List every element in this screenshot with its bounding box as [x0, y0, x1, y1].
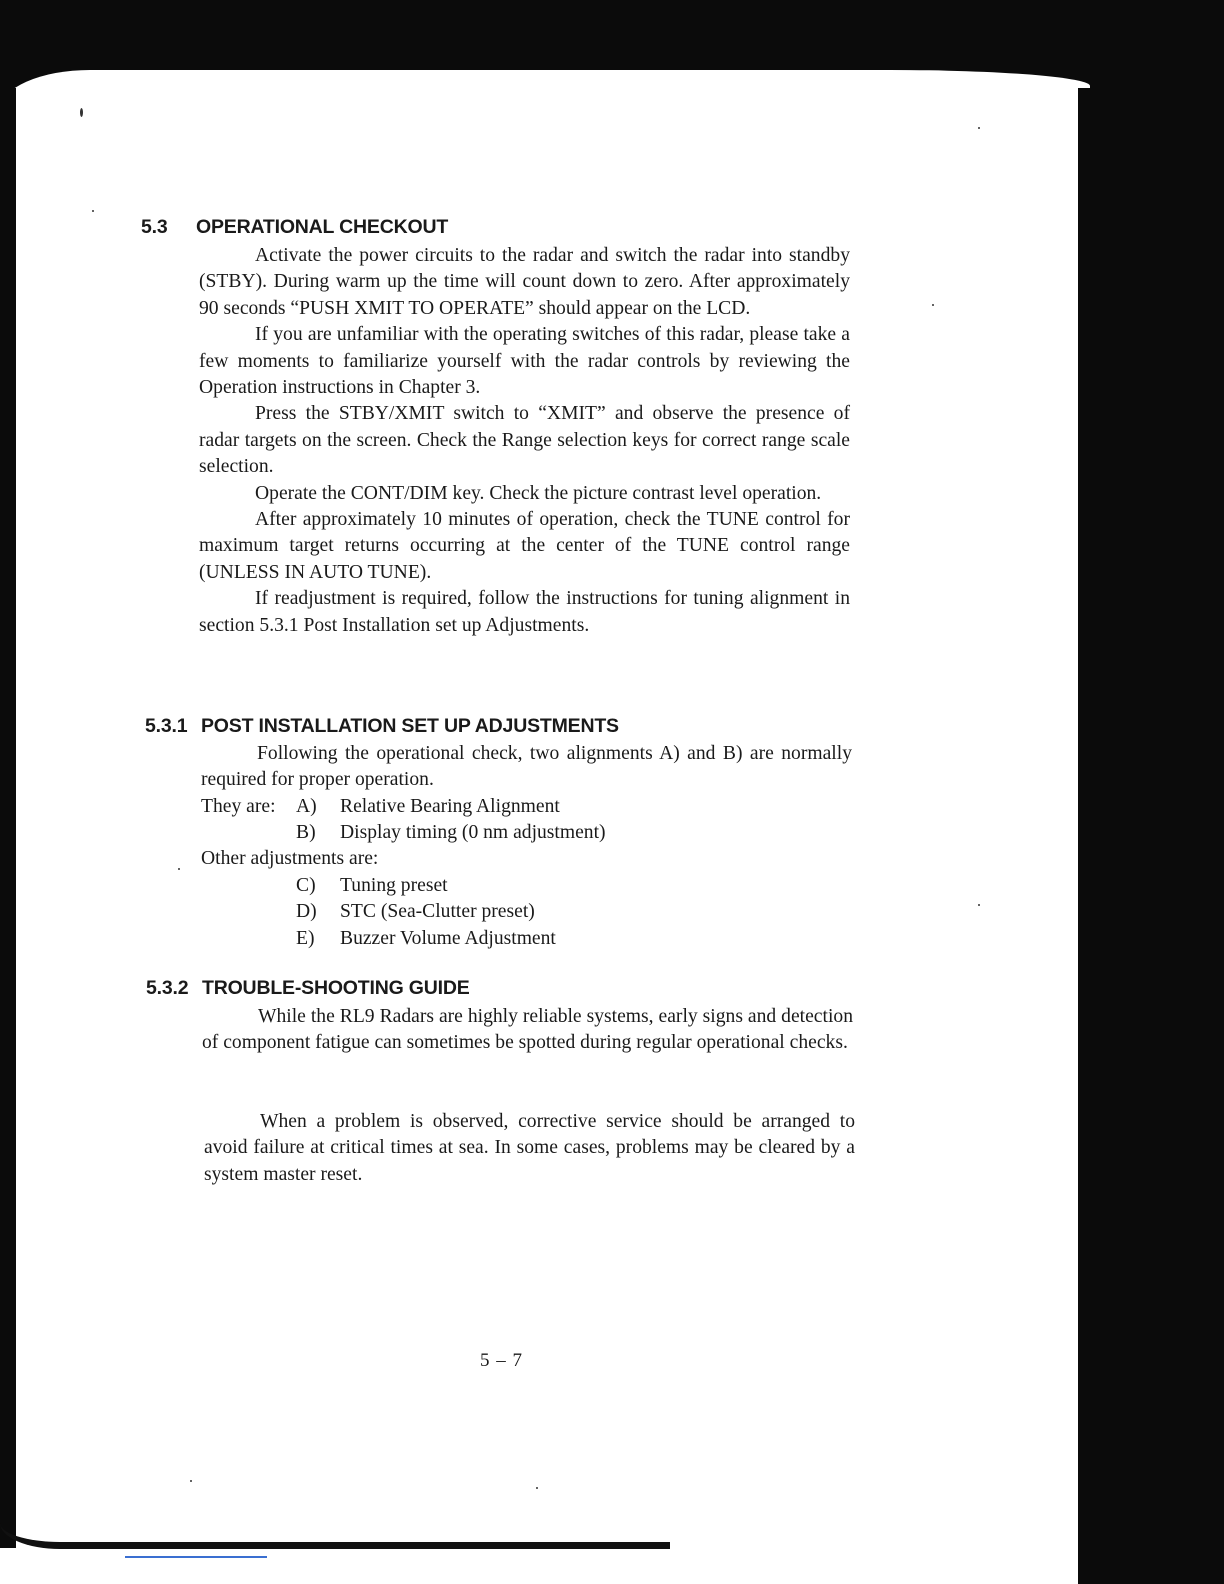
section-body — [204, 1109, 855, 1188]
scan-speck — [978, 904, 980, 906]
list-letter: A) — [296, 796, 317, 817]
paragraph: Following the operational check, two alignments A) and B) are normally required for proper operation. — [201, 743, 852, 791]
scan-border-right — [1078, 88, 1224, 1584]
list-letter: B) — [296, 822, 316, 843]
list-text: Display timing (0 nm adjustment) — [340, 822, 606, 843]
list-item — [296, 899, 535, 925]
paragraph: Operate the CONT/DIM key. Check the picture contrast level operation. — [255, 482, 822, 504]
list-label: They are: — [201, 796, 276, 817]
page-curl-top — [0, 70, 1090, 110]
scan-speck — [978, 127, 980, 129]
page-curl-bottom — [0, 1516, 670, 1549]
list-letter: C) — [296, 875, 316, 896]
section-title: OPERATIONAL CHECKOUT — [196, 216, 449, 238]
scan-speck — [932, 304, 934, 306]
paragraph: After approximately 10 minutes of operation, check the TUNE control for maximum target returns occurring at the center of the TUNE control range (UNLESS IN AUTO TUNE). — [199, 509, 850, 583]
list-text: Relative Bearing Alignment — [340, 796, 560, 817]
paragraph: While the RL9 Radars are highly reliable systems, early signs and detection of component fatigue can sometimes be spotted during regular operational checks. — [202, 1006, 853, 1054]
section-body — [201, 741, 852, 794]
section-title: POST INSTALLATION SET UP ADJUSTMENTS — [201, 715, 619, 737]
section-number: 5.3.2 — [146, 977, 189, 999]
section-body — [199, 243, 850, 639]
scan-speck — [80, 108, 83, 117]
list-letter: D) — [296, 901, 317, 922]
paragraph: When a problem is observed, corrective service should be arranged to avoid failure at critical times at sea. In some cases, problems may be cleared by a system master reset. — [204, 1111, 855, 1185]
scan-speck — [536, 1487, 538, 1489]
list-text: Tuning preset — [340, 875, 448, 896]
scan-border-left — [0, 88, 16, 1548]
list-item — [296, 873, 448, 899]
scan-speck — [178, 868, 180, 870]
list-letter: E) — [296, 928, 315, 949]
list-label: Other adjustments are: — [201, 848, 379, 869]
list-text: STC (Sea-Clutter preset) — [340, 901, 535, 922]
paragraph: If readjustment is required, follow the instructions for tuning alignment in section 5.3.1 Post Installation set up Adjustments. — [199, 588, 850, 636]
list-item — [296, 926, 556, 952]
list-item — [201, 794, 560, 820]
scan-speck — [190, 1480, 192, 1482]
section-number: 5.3.1 — [145, 715, 188, 737]
paragraph: Press the STBY/XMIT switch to “XMIT” and observe the presence of radar targets on the screen. Check the Range selection keys for correct range scale selection. — [199, 403, 850, 478]
scan-speck — [92, 210, 94, 212]
section-title: TROUBLE-SHOOTING GUIDE — [202, 977, 470, 999]
list-text: Buzzer Volume Adjustment — [340, 928, 556, 949]
paragraph: Activate the power circuits to the radar and switch the radar into standby (STBY). During warm up the time will count down to zero. After approximately 90 seconds “PUSH XMIT TO OPERATE” should appear on the LCD. — [199, 245, 850, 319]
page-number: 5 – 7 — [480, 1350, 523, 1371]
section-number: 5.3 — [141, 216, 168, 238]
scan-mark-bottom — [125, 1556, 267, 1558]
section-body — [202, 1004, 853, 1057]
list-item — [296, 820, 606, 846]
paragraph: If you are unfamiliar with the operating switches of this radar, please take a few moments to familiarize yourself with the radar controls by reviewing the Operation instructions in Chapter 3. — [199, 324, 850, 399]
